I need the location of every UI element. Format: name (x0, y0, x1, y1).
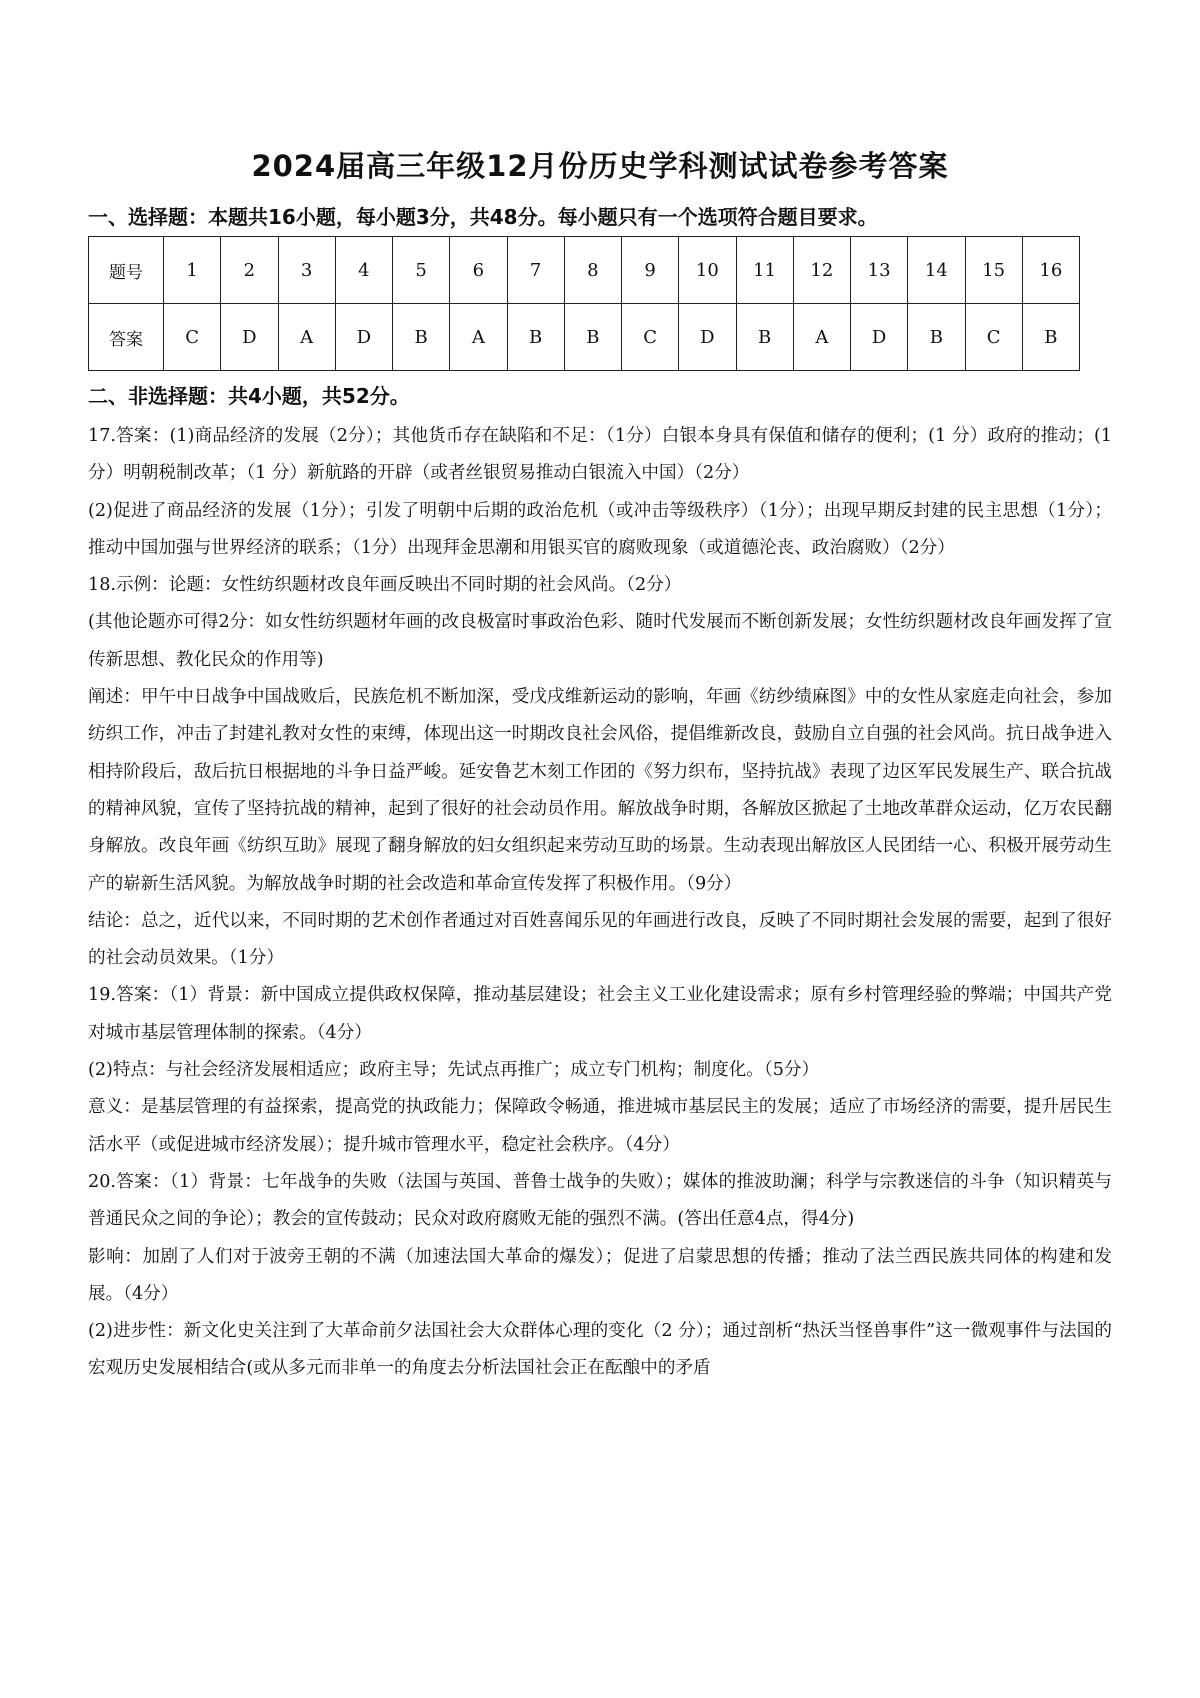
answer-cell: B (564, 304, 621, 371)
answer-cell: D (679, 304, 736, 371)
question-number-cell: 12 (793, 237, 850, 304)
question-number-cell: 14 (908, 237, 965, 304)
answer-cell: B (507, 304, 564, 371)
answer-paragraph: 18.示例：论题：女性纺织题材改良年画反映出不同时期的社会风尚。（2分） (88, 575, 682, 596)
answer-cell: B (1022, 304, 1079, 371)
answer-paragraph: 17.答案：(1)商品经济的发展（2分）；其他货币存在缺陷和不足：（1分）白银本身具有保值和储存的便利；(1 分）政府的推动；(1 分）明朝税制改革；（1 分）新航路的开辟（或者丝银贸易推动白银流入中国）（2分） (88, 426, 1112, 484)
answer-cell: A (793, 304, 850, 371)
answer-table (88, 236, 1080, 371)
answer-paragraph: (其他论题亦可得2分：如女性纺织题材年画的改良极富时事政治色彩、随时代发展而不断创新发展；女性纺织题材改良年画发挥了宣传新思想、教化民众的作用等) (88, 612, 1112, 670)
answer-cell: D (335, 304, 392, 371)
question-number-cell: 9 (622, 237, 679, 304)
question-number-cell: 3 (278, 237, 335, 304)
answer-cell: D (851, 304, 908, 371)
question-number-row (89, 237, 1080, 304)
answer-cell: C (965, 304, 1022, 371)
row-label-answer: 答案 (89, 304, 164, 371)
question-number-cell: 2 (221, 237, 278, 304)
section-2-heading: 二、非选择题：共4小题，共52分。 (88, 384, 410, 408)
question-number-cell: 5 (393, 237, 450, 304)
question-number-cell: 10 (679, 237, 736, 304)
question-number-cell: 11 (736, 237, 793, 304)
answer-paragraph: 结论：总之，近代以来，不同时期的艺术创作者通过对百姓喜闻乐见的年画进行改良，反映了不同时期社会发展的需要，起到了很好的社会动员效果。（1分） (88, 910, 1112, 969)
answer-paragraph: (2)进步性：新文化史关注到了大革命前夕法国社会大众群体心理的变化（2 分）；通过剖析“热沃当怪兽事件”这一微观事件与法国的宏观历史发展相结合(或从多元而非单一的角度去分析法国社会正在酝酿中的矛盾 (88, 1321, 1112, 1379)
answer-paragraph: 20.答案：（1）背景：七年战争的失败（法国与英国、普鲁士战争的失败）；媒体的推波助澜；科学与宗教迷信的斗争（知识精英与普通民众之间的争论）；教会的宣传鼓动；民众对政府腐败无能的强烈不满。(答出任意4点，得4分) (88, 1171, 1112, 1230)
question-number-cell: 6 (450, 237, 507, 304)
question-number-cell: 8 (564, 237, 621, 304)
answer-body (88, 418, 1112, 1388)
answer-paragraph: 阐述：甲午中日战争中国战败后，民族危机不断加深，受戊戌维新运动的影响，年画《纺纱绩麻图》中的女性从家庭走向社会，参加纺织工作，冲击了封建礼教对女性的束缚，体现出这一时期改良社会风俗，提倡维新改良，鼓励自立自强的社会风尚。抗日战争进入相持阶段后，敌后抗日根据地的斗争日益严峻。延安鲁艺木刻工作团的《努力织布，坚持抗战》表现了边区军民发展生产、联合抗战的精神风貌，宣传了坚持抗战的精神，起到了很好的社会动员作用。解放战争时期，各解放区掀起了土地改革群众运动，亿万农民翻身解放。改良年画《纺织互助》展现了翻身解放的妇女组织起来劳动互助的场景。生动表现出解放区人民团结一心、积极开展劳动生产的崭新生活风貌。为解放战争时期的社会改造和革命宣传发挥了积极作用。（9分） (88, 687, 1112, 894)
answer-paragraph: (2)特点：与社会经济发展相适应；政府主导；先试点再推广；成立专门机构；制度化。（5分） (88, 1060, 820, 1081)
question-number-cell: 16 (1022, 237, 1079, 304)
answer-paragraph: 意义：是基层管理的有益探索，提高党的执政能力；保障政令畅通，推进城市基层民主的发展；适应了市场经济的需要，提升居民生活水平（或促进城市经济发展）；提升城市管理水平，稳定社会秩序。（4分） (88, 1097, 1112, 1155)
question-number-cell: 4 (335, 237, 392, 304)
page-title: 2024届高三年级12月份历史学科测试试卷参考答案 (251, 149, 949, 183)
answer-cell: A (278, 304, 335, 371)
answer-cell: C (622, 304, 679, 371)
answer-cell: C (164, 304, 221, 371)
answer-paragraph: 影响：加剧了人们对于波旁王朝的不满（加速法国大革命的爆发）；促进了启蒙思想的传播；推动了法兰西民族共同体的构建和发展。（4分） (88, 1246, 1112, 1304)
answer-paragraph: (2)促进了商品经济的发展（1分）；引发了明朝中后期的政治危机（或冲击等级秩序）（1分）；出现早期反封建的民主思想（1分）；推动中国加强与世界经济的联系；（1分）出现拜金思潮和用银买官的腐败现象（或道德沦丧、政治腐败）（2分） (88, 500, 1112, 558)
answer-cell: D (221, 304, 278, 371)
row-label-number: 题号 (89, 237, 164, 304)
answer-cell: A (450, 304, 507, 371)
answer-paragraph: 19.答案：（1）背景：新中国成立提供政权保障，推动基层建设；社会主义工业化建设需求；原有乡村管理经验的弊端；中国共产党对城市基层管理体制的探索。（4分） (88, 985, 1112, 1043)
section-1-heading: 一、选择题：本题共16小题，每小题3分，共48分。每小题只有一个选项符合题目要求。 (88, 205, 878, 229)
answer-row (89, 304, 1080, 371)
answer-cell: B (736, 304, 793, 371)
question-number-cell: 7 (507, 237, 564, 304)
question-number-cell: 13 (851, 237, 908, 304)
question-number-cell: 15 (965, 237, 1022, 304)
answer-cell: B (908, 304, 965, 371)
answer-cell: B (393, 304, 450, 371)
question-number-cell: 1 (164, 237, 221, 304)
